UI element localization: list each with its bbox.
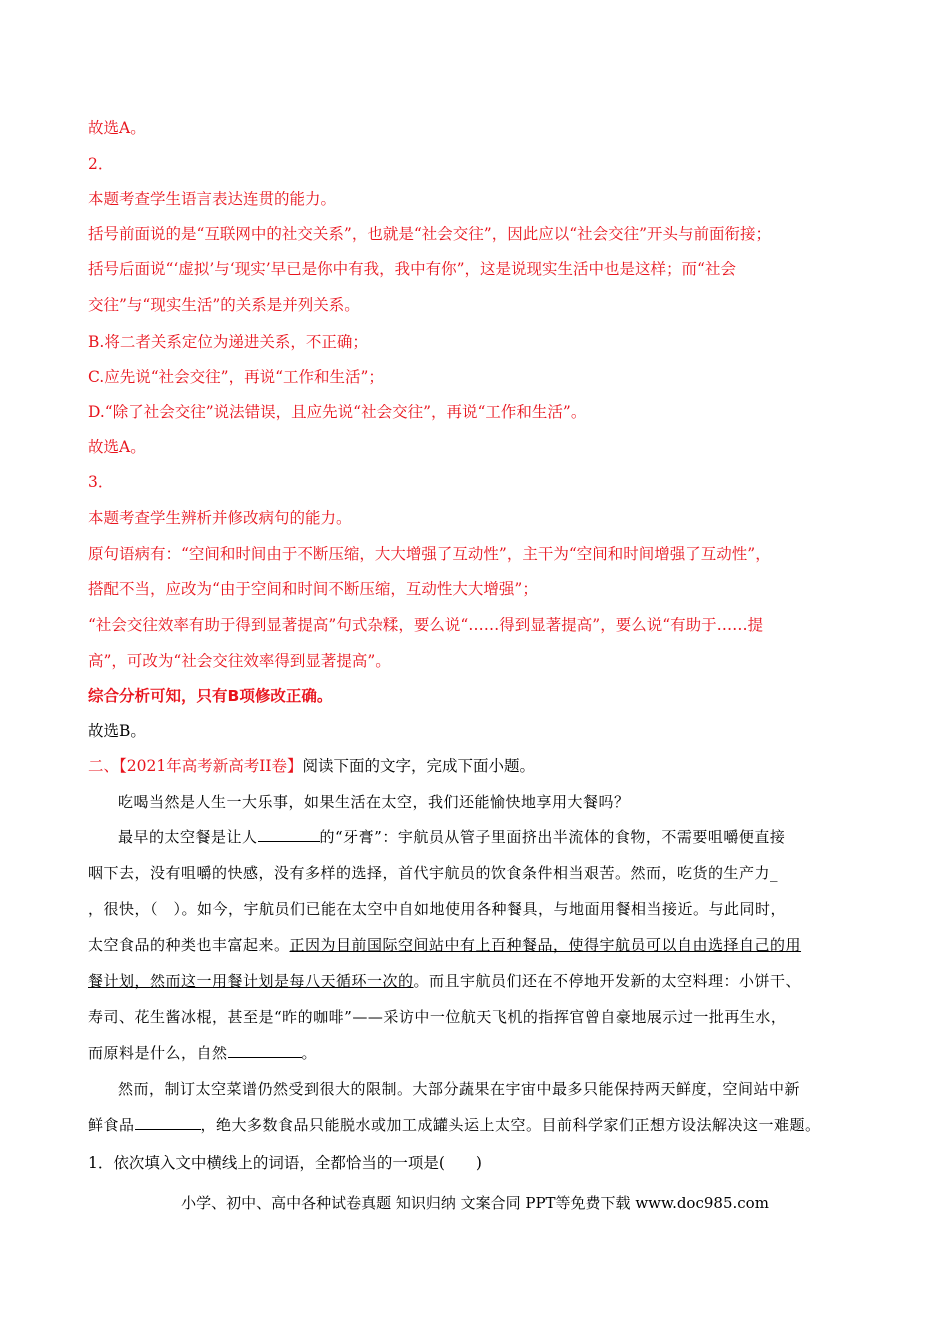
analysis-line: 括号前面说的是“互联网中的社交关系”，也就是“社会交往”，因此应以“社会交往”开头与前面衔接；: [88, 225, 772, 243]
fill-blank: [258, 827, 320, 842]
passage-line: [88, 970, 801, 992]
analysis-line: 原句语病有：“空间和时间由于不断压缩，大大增强了互动性”，主干为“空间和时间增强了互动性”，: [88, 545, 771, 563]
passage-line: [118, 826, 785, 848]
analysis-line: 搭配不当，应改为“由于空间和时间不断压缩，互动性大大增强”；: [88, 580, 538, 598]
underlined-sentence: 正因为目前国际空间站中有上百种餐品，使得宇航员可以自由选择自己的用: [289, 936, 802, 954]
passage-text: 鲜食品: [88, 1116, 135, 1134]
answer-line: 故选B。: [88, 722, 146, 740]
section-number: 二、: [88, 757, 120, 775]
passage-line: [88, 1114, 821, 1136]
fill-blank: [135, 1115, 201, 1130]
analysis-line: 括号后面说“‘虚拟’与‘现实’早已是你中有我，我中有你”，这是说现实生活中也是这样；而“社会: [88, 260, 736, 278]
passage-text: 。: [301, 1044, 318, 1062]
conclusion-line: 综合分析可知，只有B项修改正确。: [88, 687, 333, 705]
passage-line: 寿司、花生酱冰棍，甚至是“昨的咖啡”——采访中一位航天飞机的指挥官曾自豪地展示过一批再生水，: [88, 1008, 787, 1026]
passage-line: 咽下去，没有咀嚼的快感，没有多样的选择，首代宇航员的饮食条件相当艰苦。然而，吃货的生产力_: [88, 864, 779, 882]
passage-text: 而原料是什么，自然: [88, 1044, 228, 1062]
passage-paragraph: 吃喝当然是人生一大乐事，如果生活在太空，我们还能愉快地享用大餐吗？: [118, 793, 630, 811]
passage-paragraph: 然而，制订太空菜谱仍然受到很大的限制。大部分蔬果在宇宙中最多只能保持两天鲜度，空间站中新: [118, 1080, 801, 1098]
analysis-line: 本题考查学生辨析并修改病句的能力。: [88, 509, 352, 527]
passage-text: 最早的太空餐是让人: [118, 828, 258, 846]
analysis-line: 高”，可改为“社会交往效率得到显著提高”。: [88, 652, 391, 670]
passage-text: 。而且宇航员们还在不停地开发新的太空料理：小饼干、: [413, 972, 802, 990]
passage-line: [88, 1042, 317, 1064]
section-heading: [88, 755, 535, 777]
fill-blank: [228, 1043, 302, 1058]
question-prompt: 1．依次填入文中横线上的词语，全都恰当的一项是( ): [88, 1154, 482, 1172]
option-analysis-c: C.应先说“社会交往”，再说“工作和生活”；: [88, 368, 384, 386]
question-number: 3．: [88, 473, 114, 491]
passage-text: 太空食品的种类也丰富起来。: [88, 936, 290, 954]
question-number: 2．: [88, 155, 114, 173]
passage-text: ，绝大多数食品只能脱水或加工成罐头运上太空。目前科学家们正想方设法解决这一难题。: [200, 1116, 821, 1134]
analysis-line: 本题考查学生语言表达连贯的能力。: [88, 190, 337, 208]
page-footer: 小学、初中、高中各种试卷真题 知识归纳 文案合同 PPT等免费下载 www.doc985.com: [181, 1194, 769, 1212]
exam-source-tag: 【2021年高考新高考II卷】: [119, 757, 303, 775]
passage-text: 的“牙膏”：宇航员从管子里面挤出半流体的食物，不需要咀嚼便直接: [319, 828, 786, 846]
passage-line: [88, 934, 801, 956]
answer-line: 故选A。: [88, 438, 146, 456]
underlined-sentence: 餐计划，然而这一用餐计划是每八天循环一次的: [88, 972, 414, 990]
option-analysis-b: B.将二者关系定位为递进关系，不正确；: [88, 333, 368, 351]
analysis-line: 交往”与“现实生活”的关系是并列关系。: [88, 296, 360, 314]
option-analysis-d: D.“除了社会交往”说法错误，且应先说“社会交往”，再说“工作和生活”。: [88, 403, 587, 421]
analysis-line: “社会交往效率有助于得到显著提高”句式杂糅，要么说“……得到显著提高”，要么说“有助于……提: [88, 616, 764, 634]
answer-line: 故选A。: [88, 119, 146, 137]
passage-line: ，很快，（ ）。如今，宇航员们已能在太空中自如地使用各种餐具，与地面用餐相当接近。与此同时，: [88, 900, 787, 918]
section-instruction: 阅读下面的文字，完成下面小题。: [302, 757, 535, 775]
